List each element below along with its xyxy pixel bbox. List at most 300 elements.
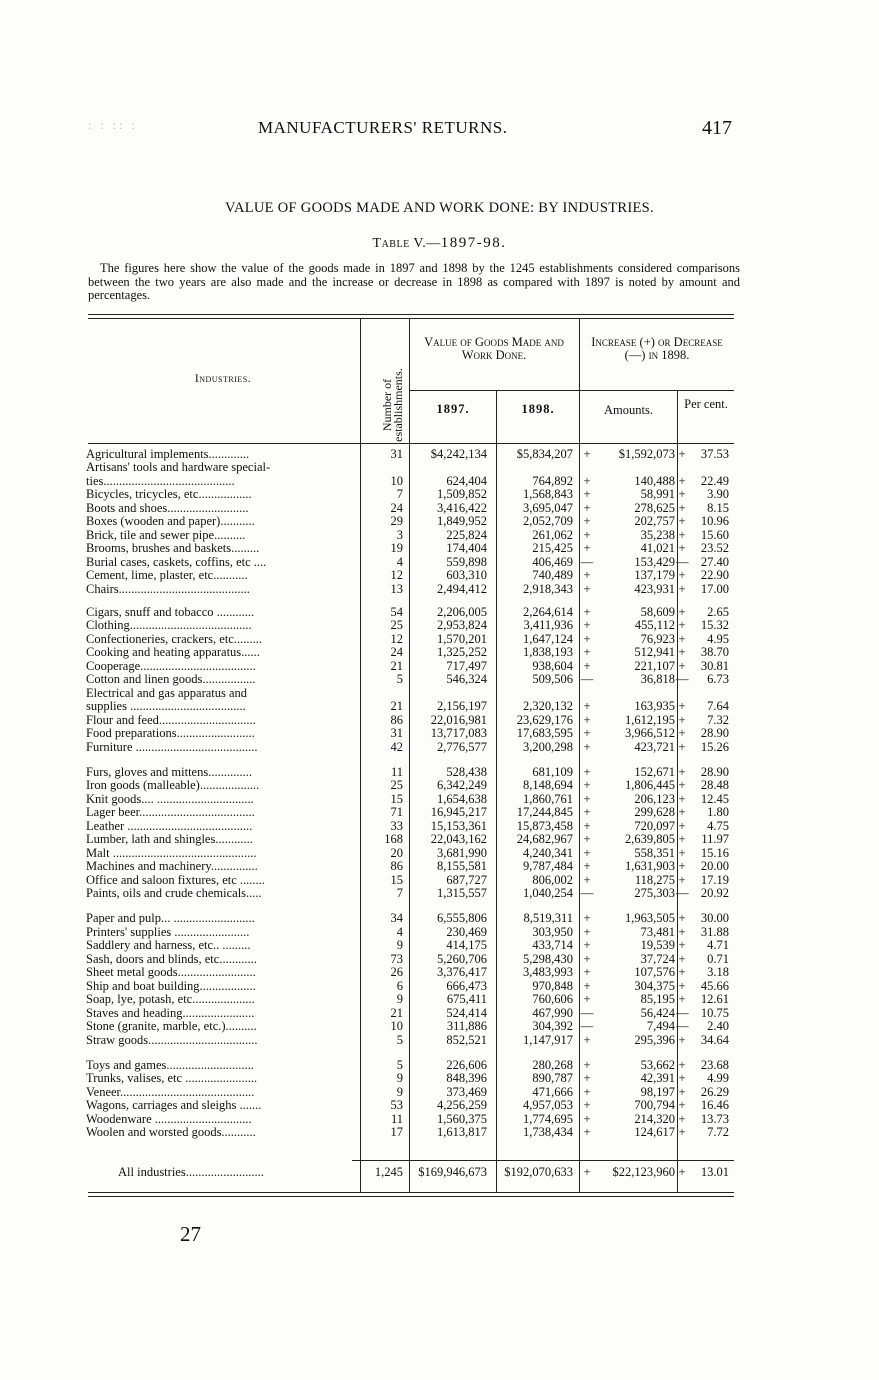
cell-amt: 124,617 (634, 1125, 675, 1140)
table-row (0, 700, 879, 713)
cell-p: 31.88 (700, 924, 729, 939)
cell-amt: 58,609 (640, 605, 675, 619)
cell-p: 23.52 (700, 541, 729, 556)
cell-a: 1,570,201 (437, 631, 487, 646)
cell-i: Veneer........................................... (86, 1085, 255, 1099)
cell-amt: 1,963,505 (625, 911, 675, 926)
table-row (0, 660, 879, 673)
cell-p: 15.32 (700, 618, 729, 633)
cell-i: Woodenware ............................... (86, 1112, 252, 1126)
header-value-group: Value of Goods Made and Work Done. (424, 335, 564, 362)
cell-a: 22,016,981 (430, 712, 487, 727)
cell-p: 17.00 (700, 581, 729, 596)
cell-n: 15 (390, 872, 403, 887)
cell-a: 687,727 (446, 872, 487, 887)
table-label (0, 235, 879, 252)
table-row (0, 1099, 879, 1112)
cell-n: 4 (396, 924, 403, 939)
cell-i: Wagons, carriages and sleighs ....... (86, 1099, 262, 1113)
cell-a: 1,613,817 (437, 1125, 487, 1140)
cell-b: 4,240,341 (523, 845, 573, 860)
cell-s1: + (583, 1098, 591, 1113)
cell-p: 4.95 (707, 631, 729, 646)
cell-s2: + (678, 1098, 686, 1113)
cell-p: 30.00 (700, 911, 729, 926)
cell-p: 23.68 (700, 1057, 729, 1072)
cell-amt: 36,818 (640, 672, 675, 687)
cell-amt: 1,806,445 (625, 778, 675, 793)
cell-p: 22.90 (700, 568, 729, 583)
cell-a: 666,473 (446, 978, 487, 993)
cell-i: Chairs.......................................... (86, 582, 250, 596)
cell-i: Soap, lye, potash, etc.................... (86, 993, 255, 1007)
cell-s1: + (583, 541, 591, 556)
table-row (0, 687, 879, 700)
cell-a: 546,324 (446, 672, 487, 687)
cell-p: 1.80 (707, 805, 729, 820)
cell-i: Cooperage..................................... (86, 659, 256, 673)
table-row (0, 646, 879, 659)
cell-amt: 304,375 (634, 978, 675, 993)
cell-amt: 214,320 (634, 1111, 675, 1126)
cell-b: 467,990 (532, 1005, 573, 1020)
cell-s1: + (583, 791, 591, 806)
table-top-rule (88, 314, 734, 315)
cell-a: 1,325,252 (437, 645, 487, 660)
cell-a: 22,043,162 (430, 832, 487, 847)
cell-amt: 1,612,195 (625, 712, 675, 727)
cell-amt: 118,275 (634, 872, 675, 887)
cell-amt: 76,923 (640, 631, 675, 646)
header-amounts: Amounts. (604, 403, 653, 417)
cell-i: Straw goods................................... (86, 1033, 258, 1047)
cell-s2: + (678, 818, 686, 833)
cell-b: 4,957,053 (523, 1098, 573, 1113)
cell-p: 34.64 (700, 1032, 729, 1047)
cell-s1: + (583, 514, 591, 529)
cell-s2: + (678, 778, 686, 793)
cell-i: Electrical and gas apparatus and (86, 686, 248, 700)
table-row (0, 980, 879, 993)
cell-a: 2,776,577 (437, 739, 487, 754)
cell-p: 2.40 (707, 1019, 729, 1033)
cell-s2: + (678, 1084, 686, 1099)
cell-amt: 41,021 (640, 541, 675, 556)
cell-s2: + (678, 965, 686, 980)
cell-b: 261,062 (532, 527, 573, 542)
cell-p: 22.49 (700, 473, 729, 488)
cell-a: 524,414 (446, 1005, 487, 1020)
cell-p: 17.19 (700, 872, 729, 887)
cell-s2: + (678, 658, 686, 673)
cell-s1: + (583, 712, 591, 727)
cell-b: 433,714 (532, 938, 573, 953)
table-row (0, 820, 879, 833)
cell-s2: + (678, 791, 686, 806)
cell-b: 1,147,917 (523, 1032, 573, 1047)
cell-b: 681,109 (532, 764, 573, 779)
cell-i: Brick, tile and sewer pipe.......... (86, 528, 246, 542)
cell-s1: — (580, 1019, 594, 1033)
cell-s2: + (678, 1125, 686, 1140)
cell-p: 4.75 (707, 818, 729, 833)
cell-amt: 35,238 (640, 527, 675, 542)
total-row (0, 1166, 879, 1179)
table-row (0, 583, 879, 596)
cell-s1: + (583, 605, 591, 619)
cell-b: 3,483,993 (523, 965, 573, 980)
cell-i: Saddlery and harness, etc.. ......... (86, 939, 251, 953)
cell-p: 4.71 (707, 938, 729, 953)
cell-s2: + (678, 978, 686, 993)
cell-p: 10.75 (700, 1005, 729, 1020)
cell-b: 8,519,311 (523, 911, 573, 926)
table-row (0, 953, 879, 966)
cell-s1: + (583, 447, 591, 461)
cell-n: 13 (390, 581, 403, 596)
cell-n: 12 (390, 568, 403, 583)
cell-p: 3.18 (707, 965, 729, 980)
cell-s2: + (678, 527, 686, 542)
cell-p: 15.16 (700, 845, 729, 860)
cell-i: Paints, oils and crude chemicals..... (86, 887, 262, 900)
cell-n: 34 (390, 911, 403, 926)
cell-s2: + (678, 924, 686, 939)
table-row (0, 806, 879, 819)
cell-a: 373,469 (446, 1084, 487, 1099)
cell-n: 4 (396, 554, 403, 569)
cell-s1: + (583, 805, 591, 820)
cell-i: Knit goods.... ............................... (86, 792, 254, 806)
table-row (0, 502, 879, 515)
cell-p: 37.53 (700, 447, 729, 461)
cell-amt: 512,941 (634, 645, 675, 660)
cell-s1: + (583, 911, 591, 926)
cell-s2: + (678, 859, 686, 874)
table-row (0, 741, 879, 754)
cell-s1: + (583, 938, 591, 953)
cell-amt: 85,195 (640, 992, 675, 1007)
cell-a: 1,315,557 (437, 886, 487, 900)
cell-a: 4,256,259 (437, 1098, 487, 1113)
cell-s2: + (678, 832, 686, 847)
table-row (0, 993, 879, 1006)
table-row (0, 874, 879, 887)
cell-p: 45.66 (700, 978, 729, 993)
cell-a: 2,953,824 (437, 618, 487, 633)
cell-s1: + (583, 658, 591, 673)
cell-a: 3,376,417 (437, 965, 487, 980)
cell-b: 1,860,761 (523, 791, 573, 806)
cell-amt: 720,097 (634, 818, 675, 833)
cell-n: 21 (390, 699, 403, 714)
cell-p: 13.73 (700, 1111, 729, 1126)
cell-n: 9 (396, 1071, 403, 1086)
cell-n: 21 (390, 1005, 403, 1020)
cell-i: Cigars, snuff and tobacco ............ (86, 606, 255, 619)
cell-i: ties.......................................... (86, 474, 235, 488)
cell-i: Malt .............................................. (86, 846, 257, 860)
total-cell-p: 13.01 (700, 1165, 729, 1179)
cell-a: 675,411 (446, 992, 487, 1007)
cell-amt: 37,724 (640, 951, 675, 966)
cell-a: 1,509,852 (437, 487, 487, 502)
total-cell-a: $169,946,673 (418, 1165, 487, 1179)
cell-amt: 73,481 (640, 924, 675, 939)
cell-b: 2,052,709 (523, 514, 573, 529)
cell-n: 42 (390, 739, 403, 754)
table-row (0, 887, 879, 900)
cell-n: 31 (390, 726, 403, 740)
cell-n: 11 (390, 764, 403, 779)
cell-amt: 275,303 (634, 886, 675, 900)
table-row (0, 766, 879, 779)
table-top-rule-2 (88, 318, 734, 319)
table-row (0, 556, 879, 569)
table-row (0, 714, 879, 727)
cell-a: $4,242,134 (430, 447, 487, 461)
cell-s1: + (583, 924, 591, 939)
cell-s2: + (678, 500, 686, 515)
cell-s2: + (678, 447, 686, 461)
cell-n: 5 (396, 1057, 403, 1072)
cell-a: 15,153,361 (430, 818, 487, 833)
cell-i: Sash, doors and blinds, etc............ (86, 952, 257, 966)
cell-s2: + (678, 845, 686, 860)
cell-amt: 3,966,512 (625, 726, 675, 740)
table-row (0, 793, 879, 806)
cell-s1: + (583, 618, 591, 633)
cell-b: 17,244,845 (516, 805, 573, 820)
total-cell-b: $192,070,633 (504, 1165, 573, 1179)
cell-p: 15.60 (700, 527, 729, 542)
cell-s2: + (678, 618, 686, 633)
cell-n: 10 (390, 1019, 403, 1033)
cell-amt: 140,488 (634, 473, 675, 488)
cell-p: 15.26 (700, 739, 729, 754)
cell-p: 27.40 (700, 554, 729, 569)
value-subheader-rule (409, 390, 579, 391)
cell-amt: 152,671 (634, 764, 675, 779)
cell-b: 1,774,695 (523, 1111, 573, 1126)
cell-n: 20 (390, 845, 403, 860)
cell-p: 28.48 (700, 778, 729, 793)
cell-s2: + (678, 951, 686, 966)
table-row (0, 1034, 879, 1047)
cell-s1: + (583, 487, 591, 502)
cell-p: 11.97 (701, 832, 729, 847)
cell-amt: 295,396 (634, 1032, 675, 1047)
cell-p: 28.90 (700, 764, 729, 779)
table-row (0, 1020, 879, 1033)
cell-s2: — (676, 554, 689, 569)
cell-s1: + (583, 1084, 591, 1099)
table-row (0, 633, 879, 646)
cell-i: Toys and games............................ (86, 1058, 254, 1072)
cell-s2: + (678, 911, 686, 926)
cell-s2: + (678, 1111, 686, 1126)
cell-s1: + (583, 992, 591, 1007)
cell-p: 6.73 (707, 672, 729, 687)
cell-b: 406,469 (532, 554, 573, 569)
cell-i: Staves and heading....................... (86, 1006, 255, 1020)
cell-a: 1,560,375 (437, 1111, 487, 1126)
cell-n: 9 (396, 938, 403, 953)
cell-s1: + (583, 978, 591, 993)
cell-s1: + (583, 778, 591, 793)
cell-n: 31 (390, 447, 403, 461)
cell-amt: 153,429 (634, 554, 675, 569)
cell-a: 8,155,581 (437, 859, 487, 874)
cell-b: 3,200,298 (523, 739, 573, 754)
table-row (0, 727, 879, 740)
cell-n: 7 (396, 886, 403, 900)
cell-n: 25 (390, 618, 403, 633)
cell-amt: $1,592,073 (618, 447, 675, 461)
cell-b: 1,738,434 (523, 1125, 573, 1140)
cell-i: Boxes (wooden and paper)........... (86, 515, 255, 529)
cell-p: 3.90 (707, 487, 729, 502)
cell-s1: + (583, 631, 591, 646)
cell-amt: 163,935 (634, 699, 675, 714)
cell-a: 1,654,638 (437, 791, 487, 806)
cell-p: 10.96 (700, 514, 729, 529)
table-row (0, 926, 879, 939)
cell-amt: 19,539 (640, 938, 675, 953)
cell-s2: + (678, 1071, 686, 1086)
cell-amt: 53,662 (640, 1057, 675, 1072)
cell-a: 5,260,706 (437, 951, 487, 966)
header-industries: Industries. (194, 373, 252, 385)
cell-n: 3 (396, 527, 403, 542)
cell-s1: — (580, 554, 594, 569)
cell-s2: — (676, 1005, 689, 1020)
cell-i: Boots and shoes.......................... (86, 501, 249, 515)
cell-s2: + (678, 473, 686, 488)
cell-p: 2.65 (707, 605, 729, 619)
table-row (0, 542, 879, 555)
cell-n: 33 (390, 818, 403, 833)
cell-i: Lumber, lath and shingles............ (86, 833, 253, 847)
cell-b: 938,604 (532, 658, 573, 673)
cell-amt: 1,631,903 (625, 859, 675, 874)
cell-s1: + (583, 1111, 591, 1126)
cell-a: 717,497 (446, 658, 487, 673)
cell-s1: + (583, 739, 591, 754)
total-cell-i: All industries......................... (118, 1166, 264, 1179)
header-1897: 1897. (436, 402, 470, 416)
table-row (0, 912, 879, 925)
cell-n: 54 (390, 605, 403, 619)
cell-b: 9,787,484 (523, 859, 573, 874)
cell-i: Brooms, brushes and baskets......... (86, 542, 260, 556)
cell-a: 528,438 (446, 764, 487, 779)
cell-n: 9 (396, 992, 403, 1007)
cell-i: Trunks, valises, etc ....................... (86, 1072, 258, 1086)
cell-i: Food preparations......................... (86, 727, 255, 740)
cell-amt: 221,107 (634, 658, 675, 673)
table-row (0, 966, 879, 979)
table-row (0, 1113, 879, 1126)
cell-b: 23,629,176 (516, 712, 573, 727)
cell-n: 5 (396, 672, 403, 687)
cell-s2: + (678, 992, 686, 1007)
faint-bleed-mark: : : :: : (88, 118, 138, 132)
cell-n: 53 (390, 1098, 403, 1113)
cell-i: Furs, gloves and mittens.............. (86, 765, 252, 779)
table-row (0, 529, 879, 542)
cell-amt: 423,931 (634, 581, 675, 596)
cell-i: Woolen and worsted goods........... (86, 1126, 256, 1140)
cell-b: 760,606 (532, 992, 573, 1007)
cell-a: 1,849,952 (437, 514, 487, 529)
cell-a: 226,606 (446, 1057, 487, 1072)
cell-p: 7.64 (707, 699, 729, 714)
cell-n: 10 (390, 473, 403, 488)
cell-amt: 137,179 (634, 568, 675, 583)
cell-p: 8.15 (707, 500, 729, 515)
cell-i: Lager beer..................................... (86, 806, 255, 820)
cell-b: 24,682,967 (516, 832, 573, 847)
cell-a: 174,404 (446, 541, 487, 556)
cell-n: 86 (390, 712, 403, 727)
table-row (0, 1086, 879, 1099)
cell-i: Stone (granite, marble, etc.).......... (86, 1020, 257, 1033)
table-row (0, 488, 879, 501)
cell-i: Bicycles, tricycles, etc................. (86, 488, 252, 502)
table-row (0, 1007, 879, 1020)
cell-a: 3,416,422 (437, 500, 487, 515)
table-row (0, 847, 879, 860)
cell-s1: + (583, 764, 591, 779)
cell-n: 9 (396, 1084, 403, 1099)
cell-amt: 58,991 (640, 487, 675, 502)
cell-b: 2,320,132 (523, 699, 573, 714)
cell-n: 12 (390, 631, 403, 646)
cell-s1: + (583, 1032, 591, 1047)
table-main-title: VALUE OF GOODS MADE AND WORK DONE: BY INDUSTRIES. (225, 200, 654, 216)
cell-n: 168 (384, 832, 403, 847)
cell-s1: + (583, 500, 591, 515)
signature-mark: 27 (180, 1222, 201, 1246)
cell-s1: + (583, 473, 591, 488)
cell-i: Cotton and linen goods................. (86, 673, 256, 687)
cell-a: 848,396 (446, 1071, 487, 1086)
cell-s2: + (678, 739, 686, 754)
cell-s1: + (583, 951, 591, 966)
cell-amt: 423,721 (634, 739, 675, 754)
cell-amt: 107,576 (634, 965, 675, 980)
cell-s1: + (583, 527, 591, 542)
table-row (0, 833, 879, 846)
cell-b: 740,489 (532, 568, 573, 583)
cell-i: Confectioneries, crackers, etc......... (86, 632, 262, 646)
cell-a: 624,404 (446, 473, 487, 488)
cell-s2: + (678, 938, 686, 953)
table-row (0, 673, 879, 686)
cell-a: 6,342,249 (437, 778, 487, 793)
cell-a: 311,886 (446, 1019, 487, 1033)
table-row (0, 606, 879, 619)
cell-p: 20.00 (700, 859, 729, 874)
intro-paragraph (88, 262, 740, 303)
cell-b: 280,268 (532, 1057, 573, 1072)
cell-s1: + (583, 726, 591, 740)
cell-s1: + (583, 859, 591, 874)
cell-s1: + (583, 832, 591, 847)
cell-amt: 56,424 (640, 1005, 675, 1020)
cell-i: Paper and pulp... .......................... (86, 912, 255, 926)
